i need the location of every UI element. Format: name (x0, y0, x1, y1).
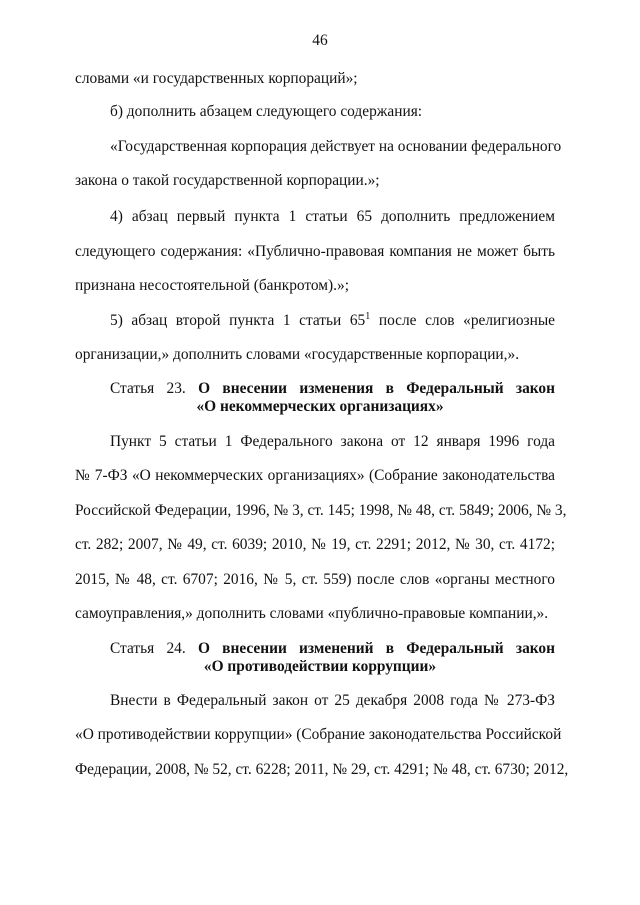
paragraph-line: Внести в Федеральный закон от 25 декабря 2008 года № 273-ФЗ (110, 692, 555, 709)
article-heading (110, 640, 555, 658)
article-number: Статья 23. (110, 380, 199, 397)
paragraph-line: «О противодействии коррупции» (Собрание законодательства Российской (75, 726, 562, 743)
article-heading (110, 380, 555, 398)
paragraph-line: следующего содержания: «Публично-правовая компания не может быть (75, 243, 555, 260)
paragraph-line: б) дополнить абзацем следующего содержания: (110, 103, 423, 120)
paragraph-line: закона о такой государственной корпорации.»; (75, 172, 380, 189)
text-fragment: 5) абзац второй пункта 1 статьи 65 (110, 312, 366, 329)
text-fragment: после слов «религиозные (370, 312, 555, 329)
paragraph-line (110, 312, 555, 330)
article-number: Статья 24. (110, 640, 198, 657)
paragraph-line: Пункт 5 статьи 1 Федерального закона от 12 января 1996 года (110, 433, 555, 450)
paragraph-line: Российской Федерации, 1996, № 3, ст. 145; 1998, № 48, ст. 5849; 2006, № 3, (75, 502, 567, 519)
superscript: 1 (365, 311, 371, 322)
page-number: 46 (312, 32, 328, 49)
paragraph-line: самоуправления,» дополнить словами «публично-правовые компании,». (75, 605, 549, 622)
paragraph-line: ст. 282; 2007, № 49, ст. 6039; 2010, № 19, ст. 2291; 2012, № 30, ст. 4172; (75, 536, 555, 553)
article-title: О внесении изменения в Федеральный закон (198, 380, 555, 397)
article-title-line2: «О некоммерческих организациях» (196, 398, 444, 415)
paragraph-line: словами «и государственных корпораций»; (75, 70, 358, 87)
paragraph-line: № 7-ФЗ «О некоммерческих организациях» (Собрание законодательства (75, 467, 555, 484)
article-title-line2: «О противодействии коррупции» (203, 658, 437, 675)
article-title: О внесении изменений в Федеральный закон (197, 640, 555, 657)
paragraph-line: Федерации, 2008, № 52, ст. 6228; 2011, № 29, ст. 4291; № 48, ст. 6730; 2012, (75, 761, 569, 778)
paragraph-line: 2015, № 48, ст. 6707; 2016, № 5, ст. 559) после слов «органы местного (75, 571, 555, 588)
paragraph-line: признана несостоятельной (банкротом).»; (75, 277, 349, 294)
paragraph-line: «Государственная корпорация действует на основании федерального (110, 138, 562, 155)
paragraph-line: 4) абзац первый пункта 1 статьи 65 дополнить предложением (110, 208, 555, 225)
paragraph-line: организации,» дополнить словами «государственные корпорации,». (75, 346, 520, 363)
